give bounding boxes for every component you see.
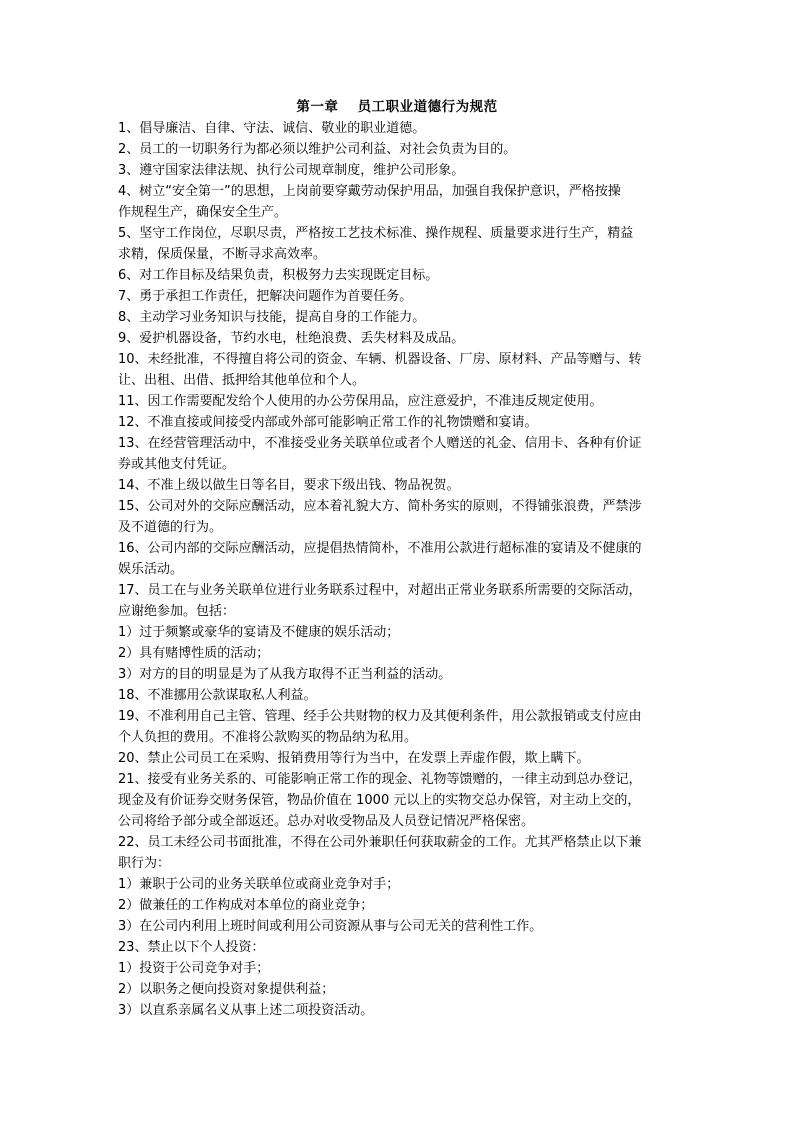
- paragraph: [118, 391, 676, 412]
- paragraph-line: 12、不准直接或间接受内部或外部可能影响正常工作的礼物馈赠和宴请。: [118, 415, 538, 430]
- paragraph-line: 现金及有价证券交财务保管，物品价值在 1000 元以上的实物交总办保管，对主动上交的，: [118, 793, 641, 808]
- paragraph-line: 作规程生产，确保安全生产。: [118, 205, 288, 220]
- paragraph: [118, 265, 676, 286]
- paragraph-line: 券或其他支付凭证。: [118, 457, 236, 472]
- paragraph: [118, 643, 676, 664]
- paragraph-line: 1）过于频繁或豪华的宴请及不健康的娱乐活动；: [118, 625, 400, 640]
- paragraph: [118, 496, 676, 538]
- paragraph-line: 6、对工作目标及结果负责，积极努力去实现既定目标。: [118, 268, 439, 283]
- paragraph-line: 2）具有赌博性质的活动；: [118, 646, 270, 661]
- paragraph-line: 4、树立“安全第一”的思想，上岗前要穿戴劳动保护用品，加强自我保护意识，严格按操: [118, 184, 621, 199]
- paragraph-line: 15、公司对外的交际应酬活动，应本着礼貌大方、简朴务实的原则，不得铺张浪费，严禁涉: [118, 499, 642, 514]
- paragraph: [118, 286, 676, 307]
- paragraph: [118, 832, 676, 874]
- paragraph: [118, 580, 676, 622]
- paragraph-line: 21、接受有业务关系的、可能影响正常工作的现金、礼物等馈赠的，一律主动到总办登记，: [118, 772, 642, 787]
- chapter-title: 第一章 员工职业道德行为规范: [296, 99, 498, 115]
- paragraph-line: 个人负担的费用。不准将公款购买的物品纳为私用。: [118, 730, 418, 745]
- paragraph: [118, 706, 676, 748]
- paragraph: [118, 622, 676, 643]
- paragraph-line: 1、倡导廉洁、自律、守法、诚信、敬业的职业道德。: [118, 121, 426, 136]
- paragraph-line: 7、勇于承担工作责任，把解决问题作为首要任务。: [118, 289, 413, 304]
- paragraph-line: 18、不准挪用公款谋取私人利益。: [118, 688, 317, 703]
- paragraph-line: 让、出租、出借、抵押给其他单位和个人。: [118, 373, 366, 388]
- paragraph-line: 公司将给予部分或全部返还。总办对收受物品及人员登记情况严格保密。: [118, 814, 535, 829]
- paragraph: [118, 538, 676, 580]
- paragraph: [118, 160, 676, 181]
- paragraph: [118, 307, 676, 328]
- paragraph-line: 职行为：: [118, 856, 171, 871]
- paragraph: [118, 664, 676, 685]
- paragraph: [118, 412, 676, 433]
- paragraph-line: 1）投资于公司竞争对手；: [118, 961, 270, 976]
- paragraph: [118, 349, 676, 391]
- paragraph: [118, 895, 676, 916]
- paragraph: [118, 916, 676, 937]
- paragraph-line: 3）以直系亲属名义从事上述二项投资活动。: [118, 1003, 374, 1018]
- paragraph: [118, 475, 676, 496]
- paragraph-line: 9、爱护机器设备，节约水电，杜绝浪费、丢失材料及成品。: [118, 331, 465, 346]
- paragraph-line: 14、不准上级以做生日等名目，要求下级出钱、物品祝贺。: [118, 478, 460, 493]
- paragraph: [118, 328, 676, 349]
- paragraph-line: 3）对方的目的明显是为了从我方取得不正当利益的活动。: [118, 667, 452, 682]
- paragraph: [118, 1000, 676, 1021]
- paragraph-line: 10、未经批准，不得擅自将公司的资金、车辆、机器设备、厂房、原材料、产品等赠与、转: [118, 352, 642, 367]
- paragraph-line: 2）以职务之便向投资对象提供利益；: [118, 982, 335, 997]
- paragraph-line: 求精，保质保量，不断寻求高效率。: [118, 247, 327, 262]
- paragraph-line: 22、员工未经公司书面批准，不得在公司外兼职任何获取薪金的工作。尤其严格禁止以下兼: [118, 835, 642, 850]
- paragraph: [118, 958, 676, 979]
- paragraph-line: 5、坚守工作岗位，尽职尽责，严格按工艺技术标准、操作规程、质量要求进行生产，精益: [118, 226, 634, 241]
- paragraph-line: 1）兼职于公司的业务关联单位或商业竞争对手；: [118, 877, 400, 892]
- paragraph: [118, 874, 676, 895]
- paragraph: [118, 139, 676, 160]
- paragraph-line: 2、员工的一切职务行为都必须以维护公司利益、对社会负责为目的。: [118, 142, 517, 157]
- paragraph: [118, 685, 676, 706]
- paragraph-line: 13、在经营管理活动中，不准接受业务关联单位或者个人赠送的礼金、信用卡、各种有价证: [118, 436, 642, 451]
- paragraph-line: 17、员工在与业务关联单位进行业务联系过程中，对超出正常业务联系所需要的交际活动，: [118, 583, 642, 598]
- paragraph: [118, 118, 676, 139]
- paragraph-line: 11、因工作需要配发给个人使用的办公劳保用品，应注意爱护，不准违反规定使用。: [118, 394, 603, 409]
- paragraph: [118, 433, 676, 475]
- paragraph: [118, 181, 676, 223]
- paragraph-line: 及不道德的行为。: [118, 520, 223, 535]
- paragraph-line: 8、主动学习业务知识与技能，提高自身的工作能力。: [118, 310, 426, 325]
- paragraph: [118, 979, 676, 1000]
- paragraph-line: 19、不准利用自己主管、管理、经手公共财物的权力及其便利条件，用公款报销或支付应由: [118, 709, 642, 724]
- paragraph-line: 16、公司内部的交际应酬活动，应提倡热情简朴，不准用公款进行超标准的宴请及不健康的: [118, 541, 642, 556]
- paragraph-line: 3、遵守国家法律法规、执行公司规章制度，维护公司形象。: [118, 163, 465, 178]
- paragraph: [118, 769, 676, 832]
- paragraph: [118, 748, 676, 769]
- paragraph: [118, 223, 676, 265]
- paragraph-line: 23、禁止以下个人投资：: [118, 940, 265, 955]
- paragraph-line: 3）在公司内利用上班时间或利用公司资源从事与公司无关的营利性工作。: [118, 919, 543, 934]
- paragraph: [118, 937, 676, 958]
- document-body: [118, 97, 676, 1021]
- paragraph-line: 应谢绝参加。包括：: [118, 604, 236, 619]
- paragraph-line: 20、禁止公司员工在采购、报销费用等行为当中，在发票上弄虚作假，欺上瞒下。: [118, 751, 590, 766]
- paragraph-line: 娱乐活动。: [118, 562, 184, 577]
- paragraph-line: 2）做兼任的工作构成对本单位的商业竞争；: [118, 898, 374, 913]
